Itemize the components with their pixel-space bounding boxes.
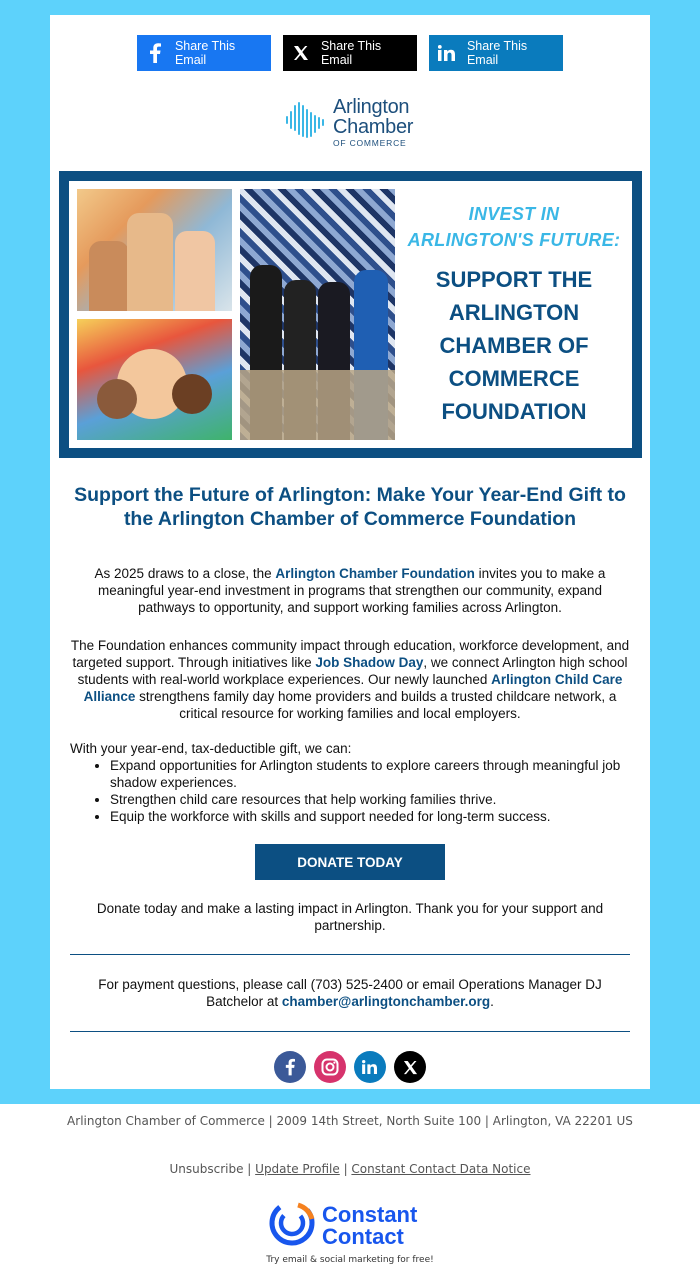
donate-button[interactable]: DONATE TODAY xyxy=(255,844,445,880)
unsubscribe-link[interactable]: Unsubscribe xyxy=(169,1162,244,1176)
divider xyxy=(70,954,630,955)
divider xyxy=(70,1031,630,1032)
linkedin-icon xyxy=(437,45,457,61)
cc-line-1: Constant xyxy=(322,1201,418,1227)
intro-paragraph xyxy=(70,565,630,616)
x-icon[interactable] xyxy=(394,1051,426,1083)
payment-text-b: . xyxy=(490,994,494,1009)
foundation-paragraph xyxy=(70,637,630,722)
children-photo-1 xyxy=(77,189,232,311)
banner-main-4: COMMERCE xyxy=(448,366,580,392)
share-facebook-label: Share This Email xyxy=(174,39,236,67)
constant-contact-swirl-icon xyxy=(268,1199,316,1252)
logo-line-1: Arlington xyxy=(333,96,410,118)
foundation-text-a: The Foundation enhances community impact through education, workforce development, and targeted support. Through initiatives like xyxy=(70,638,630,670)
job-shadow-day-link[interactable]: Job Shadow Day xyxy=(315,655,424,670)
email-link[interactable]: chamber@arlingtonchamber.org xyxy=(281,994,491,1009)
share-x-label: Share This Email xyxy=(320,39,382,67)
hero-banner xyxy=(59,171,642,458)
intro-text-b: invites you to make a meaningful year-end investment in programs that strengthen our community, expand pathways to opportunity, and support working families across Arlington. xyxy=(97,566,606,615)
banner-main-5: FOUNDATION xyxy=(441,399,587,425)
child-care-alliance-link[interactable]: Arlington Child Care Alliance xyxy=(83,672,623,704)
foundation-text-b: , we connect Arlington high school students with real-world workplace experiences. Our newly launched xyxy=(77,655,628,687)
logo-line-3: OF COMMERCE xyxy=(333,138,407,148)
cc-tagline: Try email & social marketing for free! xyxy=(266,1255,434,1265)
list-item: • Strengthen child care resources that help working families thrive. xyxy=(110,791,630,808)
banner-main-1: SUPPORT THE xyxy=(435,267,593,293)
update-profile-link[interactable]: Update Profile xyxy=(255,1162,340,1176)
constant-contact-logo[interactable] xyxy=(268,1199,417,1252)
banner-main-3: CHAMBER OF xyxy=(439,333,589,359)
banner-main-2: ARLINGTON xyxy=(448,300,580,326)
gift-intro: With your year-end, tax-deductible gift, we can: xyxy=(70,741,352,756)
page-title: Support the Future of Arlington: Make Your Year-End Gift to the Arlington Chamber of Commerce Foundation xyxy=(74,484,626,530)
footer-links xyxy=(0,1162,700,1176)
facebook-icon xyxy=(145,43,165,63)
soundwave-logo-icon xyxy=(285,100,327,145)
arlington-chamber-logo[interactable] xyxy=(285,97,413,148)
x-icon xyxy=(291,45,311,61)
banner-headline xyxy=(399,201,629,428)
share-row xyxy=(50,35,650,71)
list-item: • Expand opportunities for Arlington students to explore careers through meaningful job shadow experiences. xyxy=(110,757,630,791)
share-x-button[interactable] xyxy=(283,35,417,71)
share-linkedin-label: Share This Email xyxy=(466,39,528,67)
group-photo xyxy=(240,189,395,440)
instagram-icon[interactable] xyxy=(314,1051,346,1083)
share-facebook-button[interactable] xyxy=(137,35,271,71)
closing-paragraph: Donate today and make a lasting impact in Arlington. Thank you for your support and partnership. xyxy=(96,901,604,933)
email-body xyxy=(70,483,630,1009)
footer-separator: | xyxy=(243,1162,256,1176)
social-links xyxy=(70,1051,630,1083)
intro-text-a: As 2025 draws to a close, the xyxy=(94,566,276,581)
logo-line-2: Chamber xyxy=(333,116,414,138)
children-photo-2 xyxy=(77,319,232,440)
banner-line-2: ARLINGTON'S FUTURE: xyxy=(407,230,621,251)
banner-line-1: INVEST IN xyxy=(468,204,560,224)
share-linkedin-button[interactable] xyxy=(429,35,563,71)
list-item: • Equip the workforce with skills and support needed for long-term success. xyxy=(110,808,630,825)
foundation-link[interactable]: Arlington Chamber Foundation xyxy=(275,566,475,581)
payment-paragraph xyxy=(70,976,630,1010)
facebook-icon[interactable] xyxy=(274,1051,306,1083)
linkedin-icon[interactable] xyxy=(354,1051,386,1083)
footer-address: Arlington Chamber of Commerce | 2009 14th Street, North Suite 100 | Arlington, VA 22201 US xyxy=(67,1114,633,1128)
footer-separator: | xyxy=(339,1162,352,1176)
cc-line-2: Contact xyxy=(322,1223,404,1249)
payment-text-a: For payment questions, please call (703) 525-2400 or email Operations Manager DJ Batchelor at xyxy=(98,977,602,1009)
foundation-text-c: strengthens family day home providers and builds a trusted childcare network, a critical resource for working families and local employers. xyxy=(135,689,617,721)
email-card xyxy=(50,15,650,1089)
gift-list xyxy=(70,757,630,825)
email-footer xyxy=(0,1104,700,1279)
data-notice-link[interactable]: Constant Contact Data Notice xyxy=(351,1162,531,1176)
